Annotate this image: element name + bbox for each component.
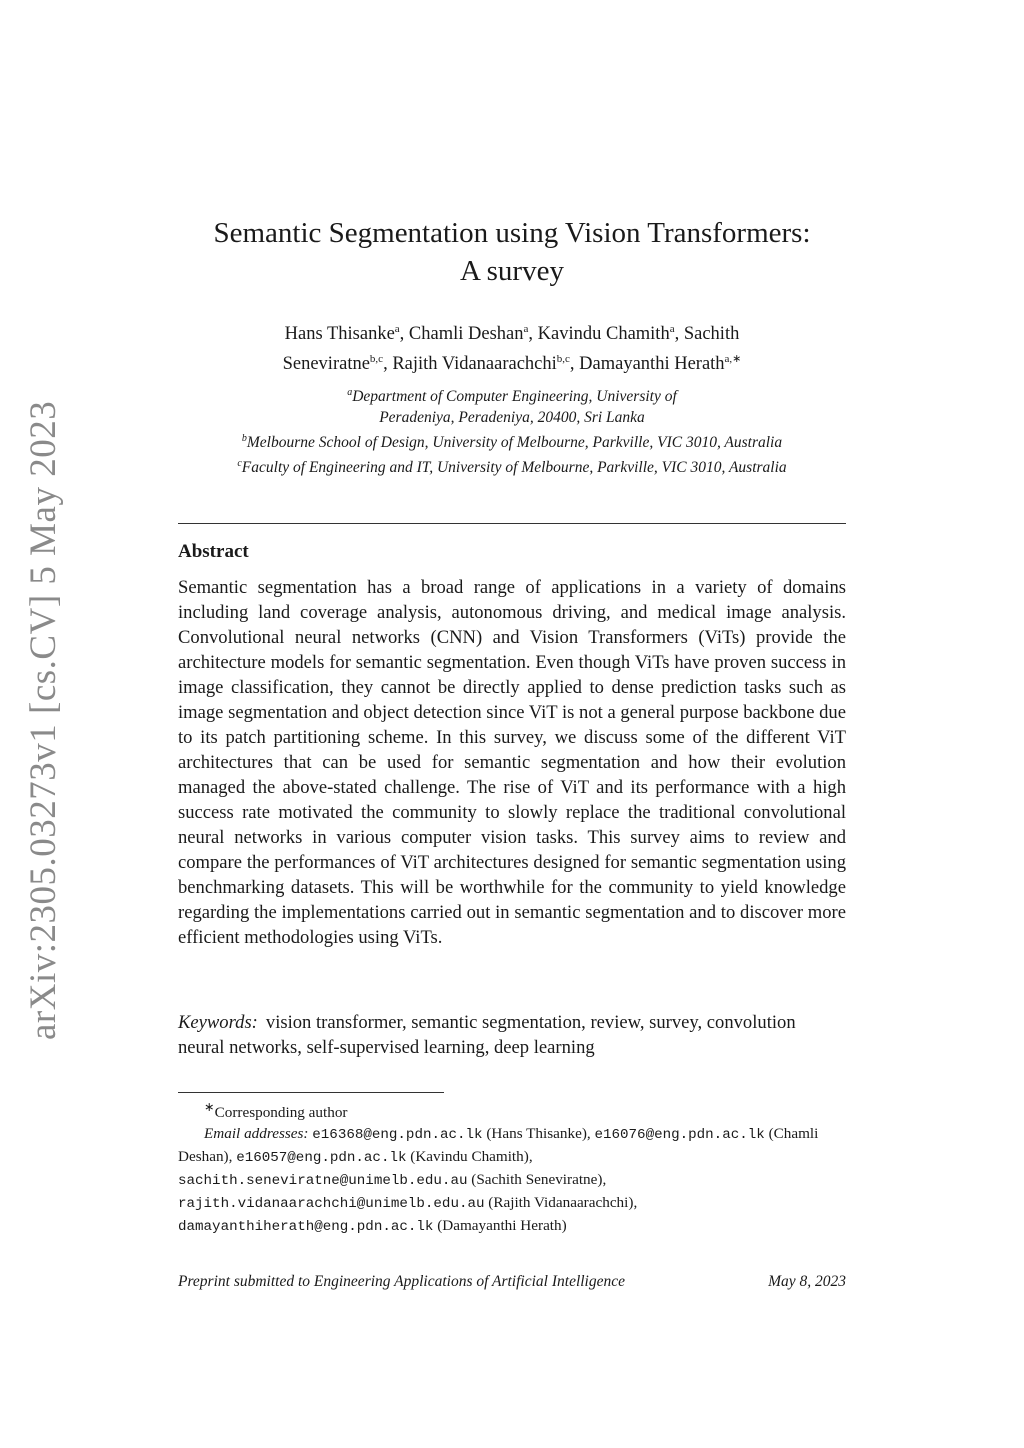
email-owner: (Damayanthi Herath) bbox=[437, 1217, 567, 1235]
author-name-part: Sachith bbox=[683, 324, 740, 345]
author-line-1 bbox=[178, 317, 846, 347]
email-owner: (Hans Thisanke) bbox=[486, 1125, 587, 1143]
email-label: Email addresses: bbox=[204, 1125, 309, 1143]
author-name-part: Seneviratne bbox=[282, 354, 370, 375]
author-separator: , bbox=[674, 324, 684, 345]
corresponding-author-note bbox=[178, 1097, 846, 1123]
affiliation-text: Melbourne School of Design, University of Melbourne, Parkville, VIC 3010, Australia bbox=[246, 434, 783, 452]
title-line-1: Semantic Segmentation using Vision Transformers: bbox=[213, 217, 811, 249]
author-separator: , bbox=[383, 354, 393, 375]
footnotes bbox=[178, 1097, 846, 1238]
email-link[interactable]: sachith.seneviratne@unimelb.edu.au bbox=[178, 1173, 468, 1190]
affiliation-mark: b bbox=[241, 433, 247, 445]
author-separator: , bbox=[399, 324, 409, 345]
author-line-2 bbox=[178, 347, 846, 377]
author-name: Hans Thisanke bbox=[284, 324, 395, 345]
affiliation-b bbox=[150, 428, 874, 453]
footnote-divider bbox=[178, 1092, 444, 1093]
email-owner: (Chamli Deshan) bbox=[178, 1125, 819, 1166]
affiliation-text: Faculty of Engineering and IT, University of Melbourne, Parkville, VIC 3010, Australia bbox=[241, 459, 787, 477]
author-name: Chamli Deshan bbox=[408, 324, 524, 345]
email-link[interactable]: rajith.vidanaarachchi@unimelb.edu.au bbox=[178, 1196, 485, 1213]
author-separator: , bbox=[528, 324, 538, 345]
keywords bbox=[178, 1010, 846, 1060]
abstract-divider bbox=[178, 523, 846, 524]
email-link[interactable]: e16368@eng.pdn.ac.lk bbox=[312, 1127, 483, 1144]
author-name: Kavindu Chamith bbox=[537, 324, 670, 345]
corresponding-mark: ∗ bbox=[204, 1100, 215, 1114]
corresponding-text: Corresponding author bbox=[214, 1104, 348, 1122]
author-affiliation-mark: a bbox=[394, 323, 400, 335]
preprint-date: May 8, 2023 bbox=[768, 1273, 846, 1290]
affiliation-text: Department of Computer Engineering, University of bbox=[352, 388, 677, 406]
email-link[interactable]: e16057@eng.pdn.ac.lk bbox=[236, 1150, 407, 1167]
author-name: Rajith Vidanaarachchi bbox=[392, 354, 557, 375]
paper-title bbox=[178, 214, 846, 290]
abstract-heading: Abstract bbox=[178, 541, 249, 562]
email-owner: (Rajith Vidanaarachchi) bbox=[488, 1194, 634, 1212]
author-affiliation-mark: b,c bbox=[556, 353, 570, 366]
title-line-2: A survey bbox=[460, 255, 564, 287]
author-affiliation-mark: a bbox=[523, 323, 529, 335]
abstract-text: Semantic segmentation has a broad range of applications in a variety of domains including land coverage analysis, autonomous driving, and medical image analysis. Convolutional neural networks (CNN) and Vision Transformers (ViTs) provide the architecture models for semantic segmentation. Even though ViTs have proven success in image classification, they cannot be directly applied to dense prediction tasks such as image segmentation and object detection since ViT is not a general purpose backbone due to its patch partitioning scheme. In this survey, we discuss some of the different ViT architectures that can be used for semantic segmentation and how their evolution managed the above-stated challenge. The rise of ViT and its performance with a high success rate motivated the community to slowly replace the traditional convolutional neural networks in various computer vision tasks. This survey aims to review and compare the performances of ViT architectures designed for semantic segmentation using benchmarking datasets. This will be worthwhile for the community to yield knowledge regarding the implementations carried out in semantic segmentation and to discover more efficient methodologies using ViTs. bbox=[178, 577, 846, 948]
arxiv-identifier: arXiv:2305.03273v1 [cs.CV] 5 May 2023 bbox=[23, 400, 64, 1040]
affiliation-mark: a bbox=[347, 387, 353, 398]
affiliation-c bbox=[150, 453, 874, 478]
author-list bbox=[178, 317, 846, 377]
author-affiliation-mark: a,∗ bbox=[724, 353, 742, 366]
author-separator: , bbox=[569, 354, 580, 375]
keywords-text: vision transformer, semantic segmentation, review, survey, convolution neural networks, self-supervised learning, deep learning bbox=[178, 1012, 796, 1058]
affiliation-a-continued: Peradeniya, Peradeniya, 20400, Sri Lanka bbox=[379, 409, 645, 427]
email-link[interactable]: damayanthiherath@eng.pdn.ac.lk bbox=[178, 1219, 434, 1236]
affiliation-a bbox=[150, 382, 874, 407]
author-affiliation-mark: b,c bbox=[369, 353, 384, 366]
preprint-footer bbox=[178, 1271, 846, 1292]
email-addresses: Email addresses: e16368@eng.pdn.ac.lk (Hans Thisanke), e16076@eng.pdn.ac.lk (Chamli Deshan), e16057@eng.pdn.ac.lk (Kavindu Chamith), sachith.seneviratne@unimelb.edu.au (Sachith Seneviratne), rajith.vidanaarachchi@unimelb.edu.au (Rajith Vidanaarachchi), damayanthiherath@eng.pdn.ac.lk (Damayanthi Herath) bbox=[178, 1125, 819, 1236]
affiliation-list bbox=[150, 382, 874, 478]
email-owner: (Sachith Seneviratne) bbox=[471, 1171, 603, 1189]
author-name: Damayanthi Herath bbox=[579, 354, 725, 375]
preprint-journal: Preprint submitted to Engineering Applications of Artificial Intelligence bbox=[178, 1273, 626, 1290]
email-owner: (Kavindu Chamith) bbox=[410, 1148, 529, 1166]
keywords-label: Keywords: bbox=[178, 1012, 258, 1033]
affiliation-mark: c bbox=[237, 458, 242, 470]
email-link[interactable]: e16076@eng.pdn.ac.lk bbox=[594, 1127, 765, 1144]
author-affiliation-mark: a bbox=[669, 323, 675, 335]
